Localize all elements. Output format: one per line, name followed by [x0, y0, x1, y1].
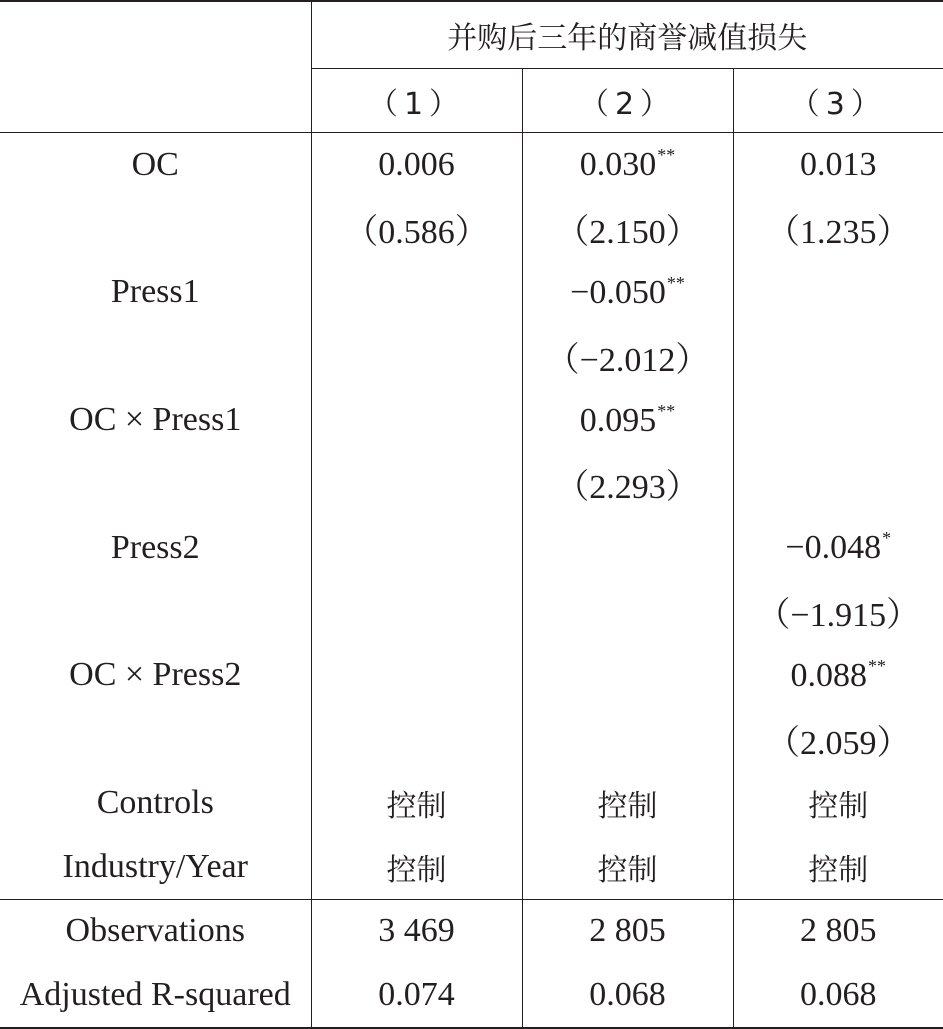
column-header-3: （3）: [733, 69, 943, 133]
table-row: [0, 452, 943, 516]
table-footer-row: [0, 899, 943, 963]
cell-col2-value: −0.050: [570, 273, 666, 311]
row-label: [0, 643, 311, 707]
cell-col2-value: 控制: [597, 852, 658, 888]
cell-col2: [522, 452, 733, 516]
cell-col2: [522, 707, 733, 771]
row-label-value: Press2: [110, 528, 200, 566]
cell-col3-value: （−1.915）: [756, 596, 921, 634]
cell-col3: [733, 388, 943, 452]
row-label: [0, 516, 311, 580]
footer-label: [0, 899, 311, 963]
cell-col1: [311, 133, 522, 197]
cell-col1: [311, 197, 522, 261]
row-label-value: Press1: [110, 273, 200, 311]
cell-col3: [733, 452, 943, 516]
cell-col2: [522, 643, 733, 707]
row-label: [0, 133, 311, 197]
row-label-value: OC × Press1: [69, 401, 242, 439]
cell-col2-value: 0.030: [579, 146, 657, 184]
row-label: [0, 452, 311, 516]
footer-cell-col1: [311, 899, 522, 963]
header-corner-cell: [0, 1, 311, 69]
cell-col2: [522, 388, 733, 452]
significance-stars: **: [868, 655, 887, 676]
header-column-row: [0, 69, 943, 133]
cell-col1: [311, 324, 522, 388]
significance-stars: **: [666, 272, 685, 293]
table-row: [0, 580, 943, 644]
table-row: [0, 835, 943, 899]
cell-col1-value: 0.006: [378, 145, 455, 183]
footer-label-value: Adjusted R-squared: [19, 976, 291, 1014]
cell-col1-value: 控制: [386, 788, 447, 824]
cell-col3: [733, 580, 943, 644]
row-label-value: OC × Press2: [69, 656, 242, 694]
cell-col2: [522, 516, 733, 580]
table-row: [0, 133, 943, 197]
header-group-title: 并购后三年的商誉减值损失: [311, 1, 943, 69]
cell-col3: [733, 516, 943, 580]
cell-col3-value: （2.059）: [766, 724, 911, 762]
row-label: [0, 388, 311, 452]
row-label: [0, 835, 311, 899]
header-group-row: [0, 1, 943, 69]
table-footer-row: [0, 963, 943, 1028]
cell-col2-value: （2.293）: [555, 469, 700, 507]
cell-col1: [311, 771, 522, 835]
cell-col2-value: （2.150）: [555, 214, 700, 252]
cell-col1-value: （0.586）: [344, 214, 489, 252]
cell-col1: [311, 643, 522, 707]
row-label: [0, 580, 311, 644]
cell-col3: [733, 261, 943, 325]
cell-col3-value: −0.048: [785, 529, 882, 567]
column-header-1: （1）: [311, 69, 522, 133]
cell-col3-value: 控制: [808, 788, 869, 824]
cell-col2: [522, 580, 733, 644]
cell-col3: [733, 707, 943, 771]
table-row: [0, 643, 943, 707]
row-label: [0, 707, 311, 771]
footer-cell-col1: [311, 963, 522, 1028]
significance-stars: **: [657, 400, 676, 421]
footer-cell-col3-value: 2 805: [800, 912, 877, 950]
significance-stars: **: [657, 145, 676, 166]
cell-col1: [311, 388, 522, 452]
cell-col3: [733, 197, 943, 261]
cell-col1: [311, 707, 522, 771]
row-label-value: Controls: [96, 783, 214, 821]
cell-col1: [311, 261, 522, 325]
footer-cell-col2: [522, 899, 733, 963]
cell-col1: [311, 516, 522, 580]
cell-col2: [522, 197, 733, 261]
row-label: [0, 771, 311, 835]
cell-col3-value: 0.088: [790, 656, 868, 694]
table-row: [0, 771, 943, 835]
row-label: [0, 261, 311, 325]
footer-cell-col2: [522, 963, 733, 1028]
cell-col3-value: 控制: [808, 852, 869, 888]
cell-col1: [311, 452, 522, 516]
footer-label-value: Observations: [65, 912, 245, 950]
table-row: [0, 324, 943, 388]
row-label: [0, 324, 311, 388]
header-corner-cell-lower: [0, 69, 311, 133]
footer-cell-col3: [733, 899, 943, 963]
table-row: [0, 707, 943, 771]
cell-col3: [733, 643, 943, 707]
cell-col3: [733, 133, 943, 197]
footer-cell-col3-value: 0.068: [800, 976, 877, 1014]
cell-col2: [522, 324, 733, 388]
footer-label: [0, 963, 311, 1028]
footer-cell-col3: [733, 963, 943, 1028]
table-row: [0, 261, 943, 325]
cell-col2: [522, 261, 733, 325]
cell-col2: [522, 133, 733, 197]
cell-col3: [733, 771, 943, 835]
cell-col2-value: 0.095: [579, 401, 657, 439]
cell-col1: [311, 580, 522, 644]
table-row: [0, 388, 943, 452]
row-label-value: OC: [131, 145, 179, 183]
cell-col3-value: （1.235）: [766, 214, 911, 252]
column-header-2: （2）: [522, 69, 733, 133]
row-label-value: Industry/Year: [62, 847, 248, 885]
cell-col3: [733, 324, 943, 388]
cell-col1: [311, 835, 522, 899]
cell-col2-value: 控制: [597, 788, 658, 824]
cell-col2: [522, 771, 733, 835]
cell-col1-value: 控制: [386, 852, 447, 888]
table-row: [0, 197, 943, 261]
footer-cell-col2-value: 0.068: [589, 976, 666, 1014]
cell-col3: [733, 835, 943, 899]
table-row: [0, 516, 943, 580]
footer-cell-col1-value: 3 469: [378, 912, 455, 950]
footer-cell-col2-value: 2 805: [589, 912, 666, 950]
row-label: [0, 197, 311, 261]
cell-col2-value: （−2.012）: [545, 341, 710, 379]
cell-col3-value: 0.013: [800, 145, 877, 183]
cell-col2: [522, 835, 733, 899]
footer-cell-col1-value: 0.074: [378, 976, 455, 1014]
significance-stars: *: [882, 528, 892, 549]
